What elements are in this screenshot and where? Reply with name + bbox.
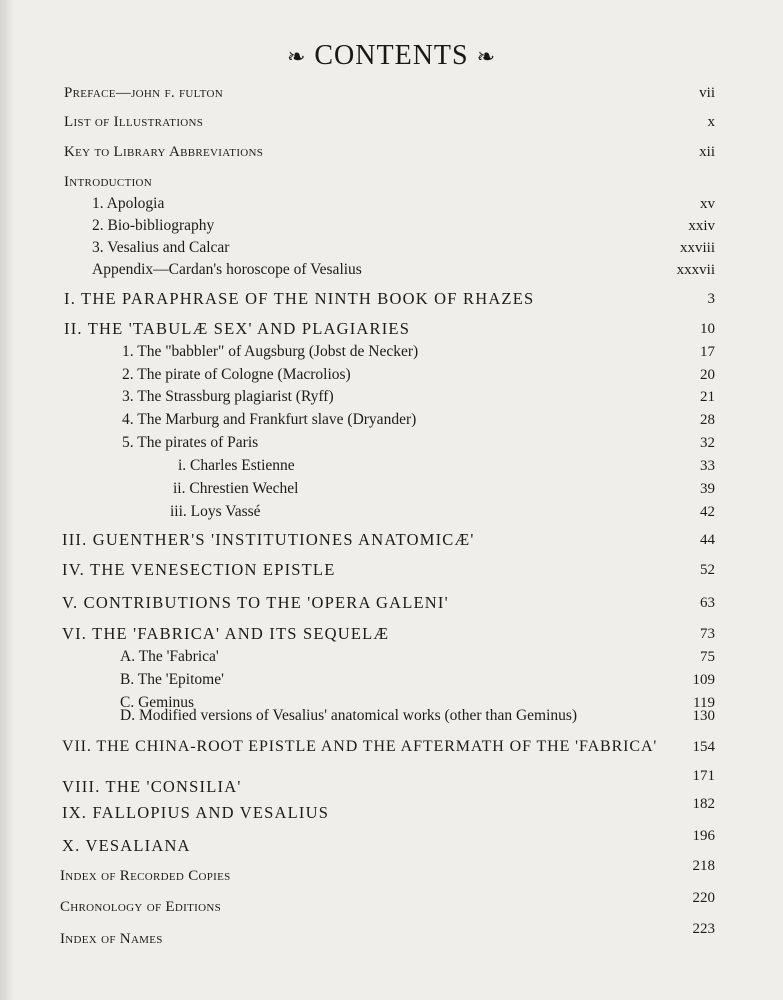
toc-chapter — [0, 591, 783, 615]
entry-label: 2. The pirate of Cologne (Macrolios) — [122, 366, 351, 383]
entry-page: vii — [699, 85, 715, 101]
entry-label: Introduction — [64, 174, 153, 190]
entry-page: xxviii — [679, 240, 715, 256]
entry-label: i. Charles Estienne — [178, 457, 295, 474]
entry-page: 220 — [692, 890, 715, 906]
chapter-label: I. THE PARAPHRASE OF THE NINTH BOOK OF RHAZES — [64, 289, 535, 308]
toc-entry — [0, 170, 783, 194]
toc-entry — [0, 704, 783, 728]
entry-label: iii. Loys Vassé — [170, 503, 261, 520]
toc-chapter — [0, 735, 783, 759]
entry-label: List of Illustrations — [64, 114, 204, 130]
entry-label: 2. Bio-bibliography — [92, 217, 215, 234]
entry-page: 20 — [700, 367, 715, 383]
toc-chapter — [0, 558, 783, 582]
entry-label: 1. Apologia — [92, 195, 165, 212]
entry-page: 196 — [692, 828, 715, 844]
entry-label: Key to Library Abbreviations — [64, 144, 264, 160]
entry-page: 33 — [700, 458, 715, 474]
toc-entry — [0, 214, 783, 238]
toc-entry — [0, 860, 783, 884]
toc-entry — [0, 258, 783, 282]
entry-page: 73 — [700, 626, 715, 642]
toc-entry — [0, 110, 783, 134]
entry-page: xxiv — [688, 218, 715, 234]
toc-entry — [0, 892, 783, 916]
entry-page: 223 — [692, 921, 715, 937]
chapter-label: X. VESALIANA — [62, 836, 191, 855]
entry-page: 63 — [700, 595, 715, 611]
toc-entry — [0, 477, 783, 501]
entry-label: Chronology of Editions — [60, 899, 221, 915]
entry-page: 109 — [692, 672, 715, 688]
chapter-label: III. GUENTHER'S 'INSTITUTIONES ANATOMICÆ' — [62, 530, 475, 549]
toc-entry — [0, 385, 783, 409]
entry-page: 32 — [700, 435, 715, 451]
entry-page: 218 — [692, 858, 715, 874]
entry-page: xv — [700, 196, 715, 212]
entry-page: xii — [699, 144, 715, 160]
chapter-label: VI. THE 'FABRICA' AND ITS SEQUELÆ — [62, 624, 390, 643]
entry-label: ii. Chrestien Wechel — [173, 480, 299, 497]
entry-page: 17 — [700, 344, 715, 360]
toc-entry — [0, 923, 783, 947]
entry-label: B. The 'Epitome' — [120, 671, 224, 688]
entry-label: Appendix—Cardan's horoscope of Vesalius — [92, 261, 362, 278]
entry-page: 75 — [700, 649, 715, 665]
chapter-label: II. THE 'TABULÆ SEX' AND PLAGIARIES — [64, 319, 411, 338]
chapter-label: VII. THE CHINA-ROOT EPISTLE AND THE AFTERMATH OF THE 'FABRICA' — [62, 738, 658, 755]
toc-chapter — [0, 828, 783, 855]
entry-label: Index of Names — [60, 931, 163, 947]
entry-label: 3. The Strassburg plagiarist (Ryff) — [122, 388, 334, 405]
entry-label: D. Modified versions of Vesalius' anatomical works (other than Geminus) — [120, 707, 578, 724]
entry-page: 171 — [692, 768, 715, 784]
fleuron-left-icon: ❧ — [286, 44, 307, 69]
toc-entry — [0, 140, 783, 164]
entry-label: 4. The Marburg and Frankfurt slave (Dryander) — [122, 411, 417, 428]
entry-label: 3. Vesalius and Calcar — [92, 239, 230, 256]
entry-label: Preface—john f. fulton — [64, 85, 223, 101]
toc-chapter — [0, 768, 783, 796]
entry-page: 44 — [700, 532, 715, 548]
toc-entry — [0, 500, 783, 524]
entry-page: 10 — [700, 321, 715, 337]
entry-page: 154 — [692, 739, 715, 755]
entry-label: A. The 'Fabrica' — [120, 648, 219, 665]
chapter-label: VIII. THE 'CONSILIA' — [62, 777, 242, 796]
entry-page: x — [707, 114, 715, 130]
toc-chapter — [0, 622, 783, 646]
chapter-label: IV. THE VENESECTION EPISTLE — [62, 560, 336, 579]
chapter-label: V. CONTRIBUTIONS TO THE 'OPERA GALENI' — [62, 593, 449, 612]
title-text: CONTENTS — [314, 40, 469, 71]
toc-chapter — [0, 317, 783, 341]
toc-chapter — [0, 287, 783, 311]
toc-entry — [0, 431, 783, 455]
entry-page: 182 — [692, 796, 715, 812]
entry-label: 1. The "babbler" of Augsburg (Jobst de Necker) — [122, 343, 419, 360]
entry-page: 52 — [700, 562, 715, 578]
toc-chapter — [0, 798, 783, 822]
toc-entry — [0, 236, 783, 260]
toc-entry — [0, 454, 783, 478]
toc-entry — [0, 668, 783, 692]
toc-entry — [0, 340, 783, 364]
entry-page: 21 — [700, 389, 715, 405]
toc-chapter — [0, 528, 783, 552]
toc-entry — [0, 645, 783, 669]
entry-page: 39 — [700, 481, 715, 497]
page-title — [0, 40, 783, 72]
entry-page: 130 — [692, 708, 715, 724]
entry-label: Index of Recorded Copies — [60, 868, 231, 884]
entry-page: 119 — [693, 695, 715, 711]
toc-entry — [0, 192, 783, 216]
entry-label: C. Geminus — [120, 694, 195, 711]
chapter-label: IX. FALLOPIUS AND VESALIUS — [62, 803, 330, 822]
toc-entry — [0, 81, 783, 105]
toc-entry — [0, 408, 783, 432]
entry-page: 3 — [707, 291, 715, 307]
entry-page: 28 — [700, 412, 715, 428]
toc-entry — [0, 363, 783, 387]
entry-page: 42 — [700, 504, 715, 520]
entry-label: 5. The pirates of Paris — [122, 434, 259, 451]
fleuron-right-icon: ❧ — [476, 44, 497, 69]
entry-page: xxxvii — [676, 262, 715, 278]
